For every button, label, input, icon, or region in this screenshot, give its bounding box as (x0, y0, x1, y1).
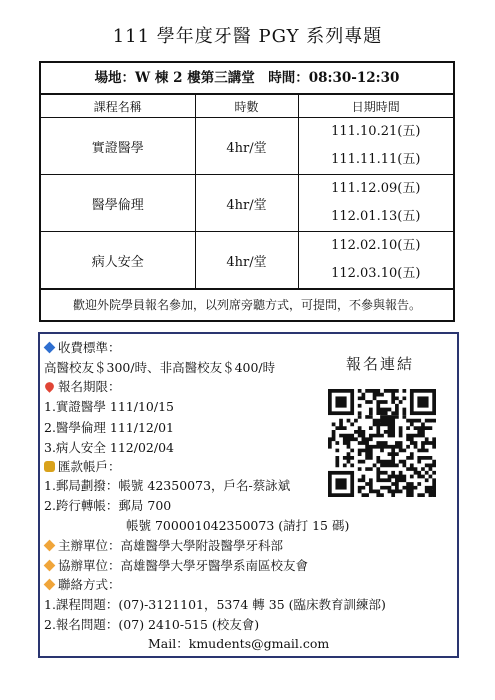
orange-diamond-icon (44, 579, 56, 591)
course-hours: 4hr/堂 (195, 175, 298, 232)
account-line: 帳號 700001042350073 (請打 15 碼) (126, 518, 350, 533)
page-title: 111 學年度牙醫 PGY 系列專題 (112, 26, 383, 47)
course-dates (298, 175, 453, 232)
fee-heading: 收費標準： (44, 338, 121, 358)
deadline-item: 1.實證醫學 111/10/15 (44, 399, 174, 414)
account-line: 2.跨行轉帳：郵局 700 (44, 498, 172, 513)
signup-qr-code[interactable] (328, 389, 436, 497)
deadline-heading: 報名期限： (44, 377, 121, 397)
account-heading: 匯款帳戶： (44, 457, 121, 477)
course-hours: 4hr/堂 (195, 232, 298, 289)
qr-finder-inner (417, 396, 428, 407)
course-name: 病人安全 (41, 232, 195, 289)
blue-diamond-icon (44, 342, 56, 354)
orange-diamond-icon (44, 540, 56, 552)
account-line: 1.郵局劃撥：帳號 42350073，戶名-蔡詠斌 (44, 478, 291, 493)
course-name: 醫學倫理 (41, 175, 195, 232)
money-bag-icon (44, 461, 55, 472)
header-hours: 時數 (195, 95, 298, 118)
notice-line: 歡迎外院學員報名參加，以列席旁聽方式，可提問，不參與報告。 (41, 289, 453, 320)
signup-label: 報名連結 (346, 355, 415, 373)
orange-diamond-icon (44, 560, 56, 572)
course-date: 111.10.21(五) (331, 124, 421, 139)
course-date: 112.01.13(五) (331, 209, 421, 224)
course-date: 111.12.09(五) (331, 181, 421, 196)
contact-line: 1.課程問題：(07)-3121101，5374 轉 35 (臨床教育訓練部) (44, 597, 386, 612)
table-row (41, 118, 453, 175)
location-time-line: 場地：W 棟 2 樓第三講堂 時間：08:30-12:30 (41, 63, 453, 94)
co-organizer-line: 協辦單位：高雄醫學大學牙醫學系南區校友會 (44, 556, 308, 576)
course-dates (298, 232, 453, 289)
course-name: 實證醫學 (41, 118, 195, 175)
organizer-line: 主辦單位：高雄醫學大學附設醫學牙科部 (44, 536, 283, 556)
course-dates (298, 118, 453, 175)
deadline-item: 2.醫學倫理 111/12/01 (44, 420, 174, 435)
course-date: 111.11.11(五) (331, 152, 421, 167)
schedule-table (39, 61, 455, 322)
header-course: 課程名稱 (41, 95, 195, 118)
course-date: 112.03.10(五) (331, 266, 421, 281)
contact-heading: 聯絡方式： (44, 575, 121, 595)
contact-email[interactable]: Mail：kmudents@gmail.com (148, 636, 330, 651)
header-dates: 日期時間 (298, 95, 453, 118)
course-hours: 4hr/堂 (195, 118, 298, 175)
table-row (41, 232, 453, 289)
table-row (41, 175, 453, 232)
pin-icon (43, 380, 55, 392)
fee-text: 高醫校友＄300/時、非高醫校友＄400/時 (44, 360, 276, 375)
qr-finder-inner (335, 396, 346, 407)
course-date: 112.02.10(五) (331, 238, 421, 253)
contact-line: 2.報名問題：(07) 2410-515 (校友會) (44, 617, 260, 632)
deadline-item: 3.病人安全 112/02/04 (44, 440, 174, 455)
qr-finder-inner (335, 478, 346, 489)
